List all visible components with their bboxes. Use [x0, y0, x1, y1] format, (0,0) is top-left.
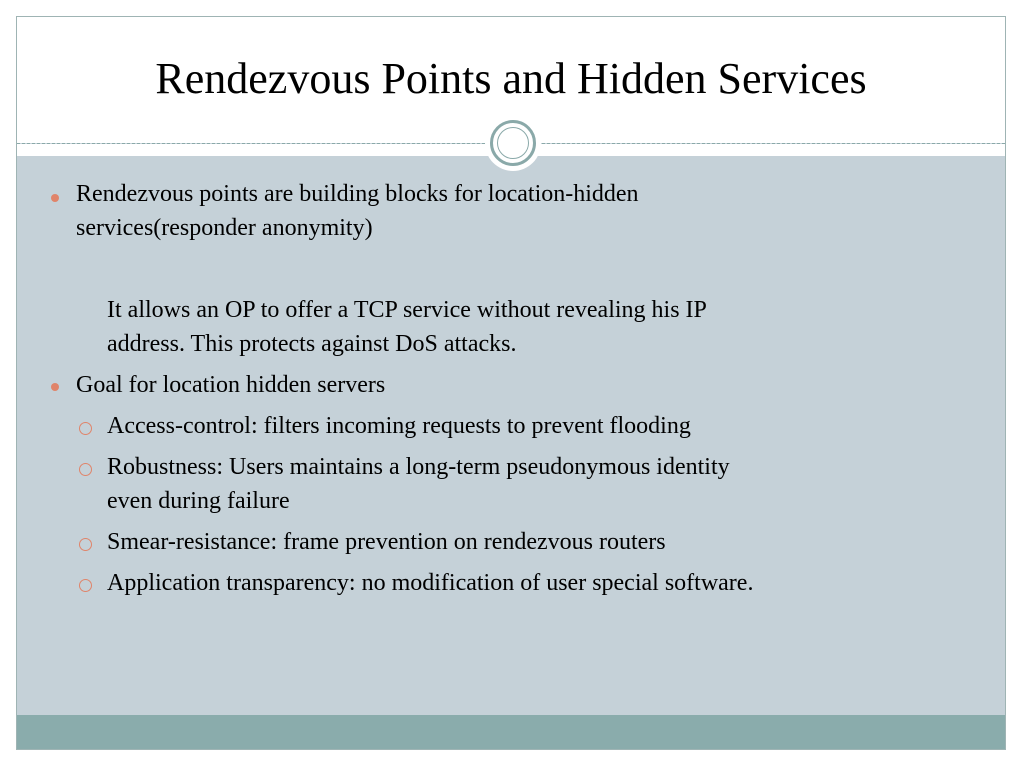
- bullet-text: Rendezvous points are building blocks for location-hidden: [76, 181, 639, 207]
- sub-bullet-text: Robustness: Users maintains a long-term pseudonymous identity: [107, 454, 730, 480]
- sub-bullet-text: even during failure: [107, 488, 290, 514]
- bullet-dot-icon: [51, 194, 59, 202]
- paragraph-text: address. This protects against DoS attacks.: [107, 331, 517, 357]
- sub-bullet-text: Access-control: filters incoming requests to prevent flooding: [107, 413, 691, 439]
- slide: [16, 16, 1006, 750]
- bullet-ring-icon: [79, 463, 92, 476]
- bullet-text: services(responder anonymity): [76, 215, 373, 241]
- sub-bullet-text: Smear-resistance: frame prevention on rendezvous routers: [107, 529, 666, 555]
- bullet-ring-icon: [79, 422, 92, 435]
- circle-ornament-icon: [485, 115, 541, 171]
- slide-title: Rendezvous Points and Hidden Services: [155, 54, 867, 103]
- bullet-ring-icon: [79, 538, 92, 551]
- paragraph-text: It allows an OP to offer a TCP service without revealing his IP: [107, 297, 707, 323]
- bullet-dot-icon: [51, 383, 59, 391]
- bullet-ring-icon: [79, 579, 92, 592]
- sub-bullet-text: Application transparency: no modification of user special software.: [107, 570, 754, 596]
- footer-bar: [17, 715, 1005, 749]
- bullet-text: Goal for location hidden servers: [76, 372, 386, 398]
